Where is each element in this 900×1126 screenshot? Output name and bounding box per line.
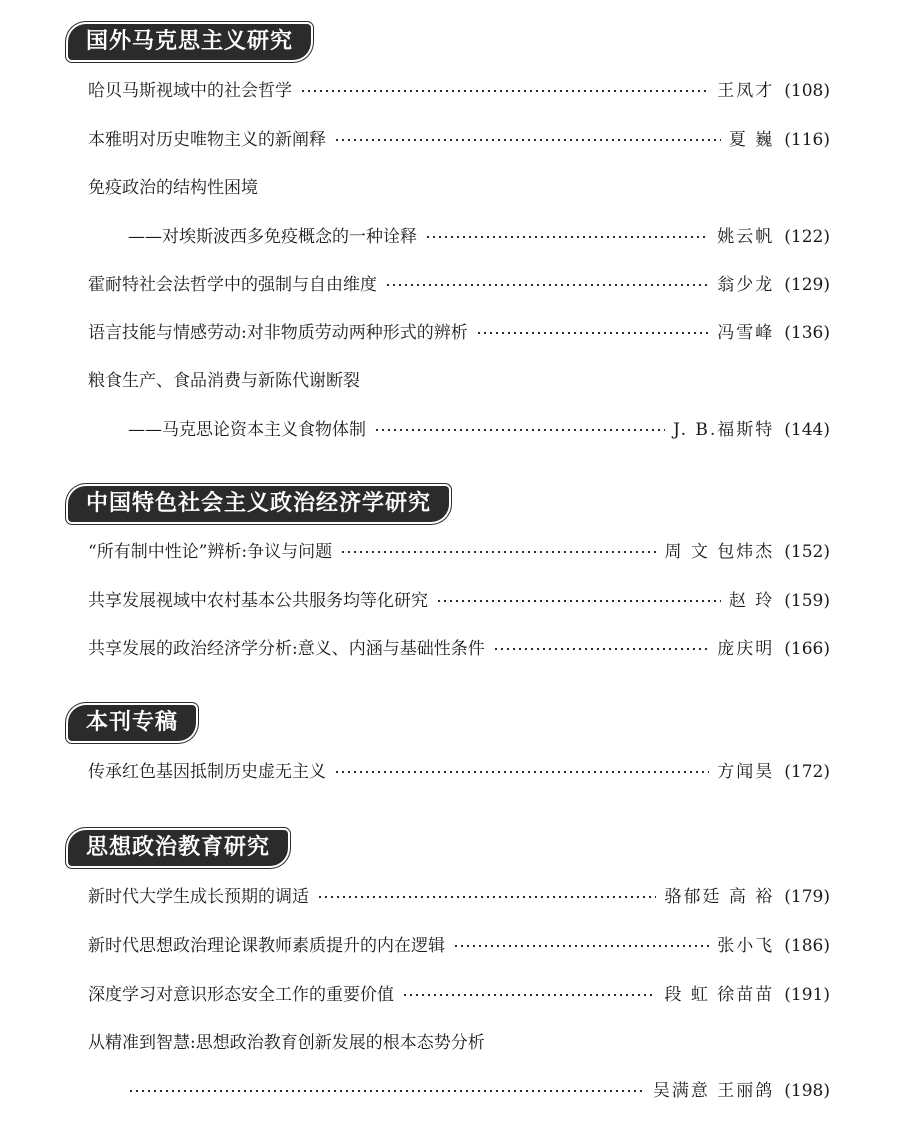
dot-leader bbox=[385, 284, 709, 286]
entry-author: 庞庆明 bbox=[717, 639, 775, 659]
dot-leader bbox=[374, 429, 665, 431]
section-heading-foreign-marxism: 国外马克思主义研究 bbox=[68, 24, 311, 60]
toc-entry[interactable] bbox=[88, 318, 830, 348]
section-heading-special-feature: 本刊专稿 bbox=[68, 705, 196, 741]
dot-leader bbox=[334, 771, 709, 773]
entry-author: 姚云帆 bbox=[717, 227, 775, 247]
entry-page: (159) bbox=[784, 591, 830, 611]
toc-entry[interactable] bbox=[88, 931, 830, 961]
toc-entry[interactable] bbox=[88, 634, 830, 664]
entry-author: J. B.福斯特 bbox=[673, 420, 775, 440]
entry-title: 本雅明对历史唯物主义的新阐释 bbox=[88, 130, 326, 150]
entry-title: 传承红色基因抵制历史虚无主义 bbox=[88, 762, 326, 782]
entry-title: 从精准到智慧:思想政治教育创新发展的根本态势分析 bbox=[88, 1033, 485, 1053]
entry-title: 共享发展视域中农村基本公共服务均等化研究 bbox=[88, 591, 428, 611]
entry-page: (198) bbox=[784, 1081, 830, 1101]
toc-entry-subtitle[interactable] bbox=[128, 415, 830, 445]
entry-page: (172) bbox=[784, 762, 830, 782]
toc-entry[interactable] bbox=[88, 270, 830, 300]
section-heading-ideological-education: 思想政治教育研究 bbox=[68, 830, 288, 866]
toc-entry-title-line[interactable] bbox=[88, 1028, 830, 1058]
dot-leader bbox=[340, 551, 656, 553]
dot-leader bbox=[334, 139, 721, 141]
toc-entry-continuation[interactable] bbox=[128, 1076, 830, 1106]
entry-page: (129) bbox=[784, 275, 830, 295]
entry-author: 骆郁廷 高 裕 bbox=[664, 887, 775, 907]
entry-title: 共享发展的政治经济学分析:意义、内涵与基础性条件 bbox=[88, 639, 485, 659]
entry-author: 夏 巍 bbox=[728, 130, 775, 150]
toc-entry[interactable] bbox=[88, 76, 830, 106]
entry-author: 翁少龙 bbox=[717, 275, 775, 295]
toc-entry-title-line[interactable] bbox=[88, 173, 830, 203]
dot-leader bbox=[317, 896, 656, 898]
toc-entry-subtitle[interactable] bbox=[128, 222, 830, 252]
section-heading-political-economy: 中国特色社会主义政治经济学研究 bbox=[68, 486, 449, 522]
entry-title: 免疫政治的结构性困境 bbox=[88, 178, 258, 198]
entry-page: (136) bbox=[784, 323, 830, 343]
dot-leader bbox=[476, 332, 710, 334]
entry-title: 霍耐特社会法哲学中的强制与自由维度 bbox=[88, 275, 377, 295]
entry-page: (108) bbox=[784, 81, 830, 101]
toc-entry[interactable] bbox=[88, 537, 830, 567]
entry-author: 段 虹 徐苗苗 bbox=[664, 985, 775, 1005]
toc-entry[interactable] bbox=[88, 757, 830, 787]
entry-page: (144) bbox=[784, 420, 830, 440]
entry-author: 方闻昊 bbox=[717, 762, 775, 782]
entry-author: 吴满意 王丽鸽 bbox=[652, 1081, 775, 1101]
entry-subtitle: ——马克思论资本主义食物体制 bbox=[128, 420, 366, 440]
dot-leader bbox=[453, 945, 709, 947]
toc-entry-title-line[interactable] bbox=[88, 366, 830, 396]
entry-title: 新时代大学生成长预期的调适 bbox=[88, 887, 309, 907]
entry-page: (191) bbox=[784, 985, 830, 1005]
toc-entry[interactable] bbox=[88, 586, 830, 616]
toc-entry[interactable] bbox=[88, 980, 830, 1010]
entry-author: 周 文 包炜杰 bbox=[664, 542, 775, 562]
entry-page: (186) bbox=[784, 936, 830, 956]
entry-author: 赵 玲 bbox=[728, 591, 775, 611]
entry-subtitle: ——对埃斯波西多免疫概念的一种诠释 bbox=[128, 227, 417, 247]
entry-title: 哈贝马斯视域中的社会哲学 bbox=[88, 81, 292, 101]
dot-leader bbox=[425, 236, 709, 238]
entry-author: 冯雪峰 bbox=[717, 323, 775, 343]
entry-title: 语言技能与情感劳动:对非物质劳动两种形式的辨析 bbox=[88, 323, 468, 343]
entry-page: (152) bbox=[784, 542, 830, 562]
dot-leader bbox=[402, 994, 656, 996]
toc-entry[interactable] bbox=[88, 882, 830, 912]
entry-author: 王凤才 bbox=[717, 81, 775, 101]
entry-page: (122) bbox=[784, 227, 830, 247]
entry-page: (179) bbox=[784, 887, 830, 907]
entry-title: 新时代思想政治理论课教师素质提升的内在逻辑 bbox=[88, 936, 445, 956]
entry-title: “所有制中性论”辨析:争议与问题 bbox=[88, 542, 333, 562]
toc-entry[interactable] bbox=[88, 125, 830, 155]
dot-leader bbox=[493, 648, 710, 650]
dot-leader bbox=[436, 600, 721, 602]
entry-page: (116) bbox=[784, 130, 830, 150]
dot-leader bbox=[300, 90, 709, 92]
entry-title: 深度学习对意识形态安全工作的重要价值 bbox=[88, 985, 394, 1005]
entry-title: 粮食生产、食品消费与新陈代谢断裂 bbox=[88, 371, 360, 391]
dot-leader bbox=[128, 1090, 645, 1092]
entry-page: (166) bbox=[784, 639, 830, 659]
entry-author: 张小飞 bbox=[717, 936, 775, 956]
